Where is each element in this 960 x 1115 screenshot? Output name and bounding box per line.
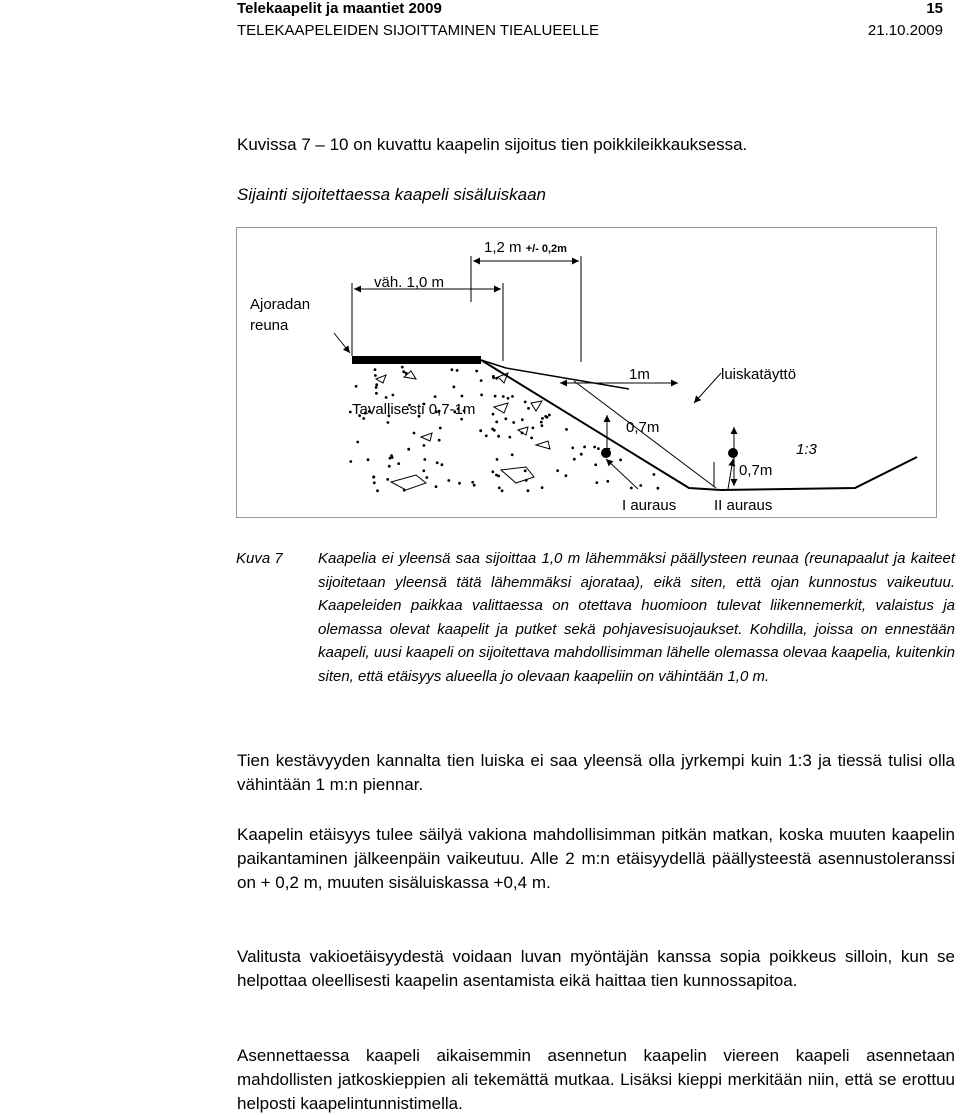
arrow-auraus-1	[606, 459, 638, 489]
arrow-road-edge	[334, 333, 350, 353]
body-paragraph: Tien kestävyyden kannalta tien luiska ei saa yleensä olla jyrkempi kuin 1:3 ja tiessä tulisi olla vähintään 1 m:n piennar.	[237, 751, 955, 794]
ground-profile	[481, 360, 917, 490]
body-paragraph: Valitusta vakioetäisyydestä voidaan luvan myöntäjän kanssa sopia poikkeus silloin, kun se helpottaa oleellisesti kaapelin asentamista eikä haittaa tien kunnossapitoa.	[237, 947, 955, 990]
cable-marker-1	[601, 448, 611, 458]
section-heading: Sijainti sijoitettaessa kaapeli sisäluiskaan	[237, 185, 546, 204]
label-luiskataytto: luiskatäyttö	[721, 366, 797, 383]
auraus-2-label: II auraus	[714, 497, 773, 514]
caption-label: Kuva 7	[236, 550, 283, 567]
page-number: 15	[926, 0, 943, 17]
label-1m: 1m	[629, 366, 650, 383]
auraus-1-label: I auraus	[622, 497, 677, 514]
soil-texture	[349, 366, 659, 492]
document-date: 21.10.2009	[867, 22, 943, 39]
label-tavallisesti: Tavallisesti 0,7-1m	[352, 401, 476, 418]
road-edge-label: Ajoradan	[250, 296, 311, 313]
caption-text: Kaapelia ei yleensä saa sijoittaa 1,0 m lähemmäksi päällysteen reunaa (reunapaalut ja kaiteet sijoitetaan yleensä tätä lähemmäksi ajorataa), eikä siten, että ojan kunnostus vaikeutuu. Kaapeleiden paikkaa valittaessa on otettava huomioon tulevat liikennemerkit, valaistus ja olemassa olevat kaapelit ja putket sekä pohjavesisuojaukset. Kohdilla, joissa on ennestään kaapeli, uusi kaapeli on sijoitettava mahdollisimman lähelle olemassa olevaa kaapelia, kuitenkin siten, että etäisyys alueella jo olevaan kaapeliin on vähintään 1,0 m.	[318, 550, 955, 685]
document-title: Telekaapelit ja maantiet 2009	[237, 0, 442, 17]
depth-label-1: 0,7m	[626, 419, 660, 436]
document-subtitle: TELEKAAPELEIDEN SIJOITTAMINEN TIEALUEELLE	[237, 22, 600, 39]
figure-frame	[237, 228, 937, 518]
arrow-auraus-2	[728, 459, 733, 489]
cable-marker-2	[728, 448, 738, 458]
body-paragraph: Kaapelin etäisyys tulee säilyä vakiona mahdollisimman pitkän matkan, koska muuten kaapelin paikantaminen jälkeenpäin vaikeutuu. Alle 2 m:n etäisyydellä päällysteestä asennustoleranssi on + 0,2 m, muuten sisäluiskassa +0,4 m.	[237, 825, 955, 892]
depth-label-2: 0,7m	[739, 462, 773, 479]
intro-line: Kuvissa 7 – 10 on kuvattu kaapelin sijoitus tien poikkileikkauksessa.	[237, 135, 748, 154]
arrow-luiskataytto	[694, 373, 721, 403]
slope-label: 1:3	[796, 441, 817, 458]
road-surface	[352, 356, 481, 364]
page-header-bottom	[237, 22, 943, 40]
dimension-label-width: 1,2 m +/- 0,2m	[484, 239, 567, 256]
min-distance-label: väh. 1,0 m	[374, 274, 445, 291]
cross-section-figure	[236, 227, 938, 519]
road-edge-label-2: reuna	[250, 317, 289, 334]
body-paragraph: Asennettaessa kaapeli aikaisemmin asennetun kaapelin viereen kaapeli asennetaan mahdollisten jatkoskieppien ali tekemättä mutkaa. Lisäksi kieppi merkitään niin, että se erottuu helposti kaapelintunnistimella.	[237, 1046, 955, 1113]
page-header-top	[237, 0, 943, 18]
